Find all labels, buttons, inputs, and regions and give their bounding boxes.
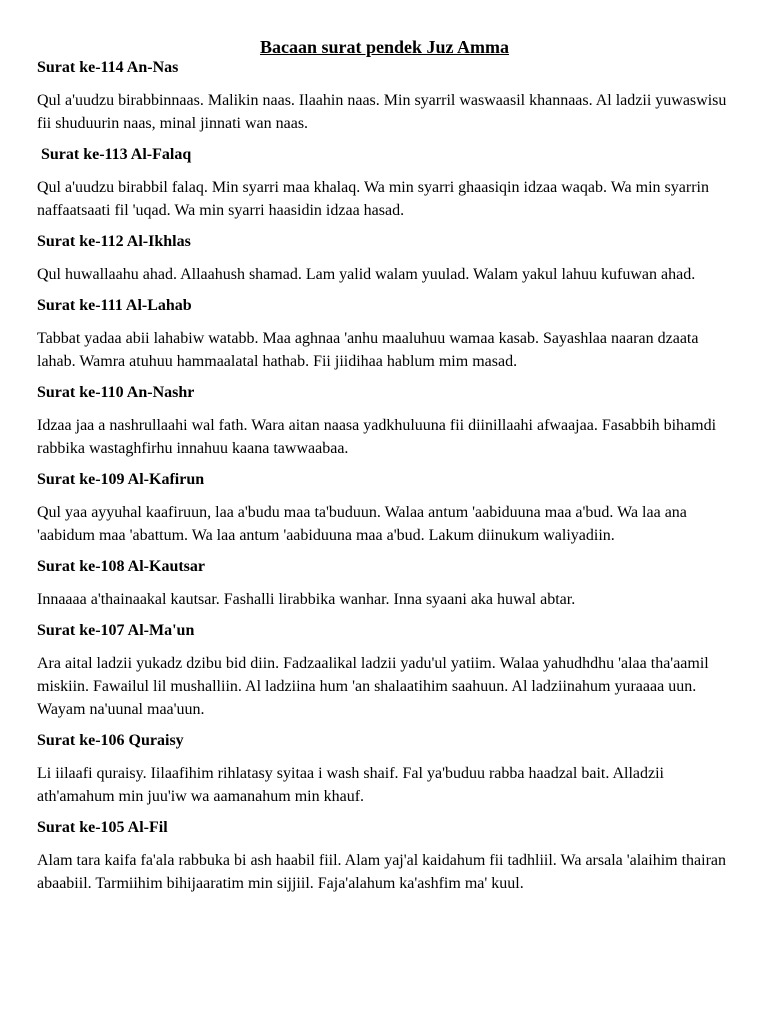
section-text: Qul huwallaahu ahad. Allaahush shamad. Lam yalid walam yuulad. Walam yakul lahuu kufuwan ahad.: [37, 266, 696, 283]
section-text: Tabbat yadaa abii lahabiw watabb. Maa aghnaa 'anhu maaluhuu wamaa kasab. Sayashlaa naaran dzaata lahab. Wamra atuhuu hammaalatal hathab. Fii jiidihaa hablum mim masad.: [37, 330, 699, 370]
section-al-kafirun: [37, 470, 732, 547]
section-heading: Surat ke-114 An-Nas: [37, 59, 179, 76]
section-text: Li iilaafi quraisy. Iilaafihim rihlatasy syitaa i wash shaif. Fal ya'buduu rabba haadzal bait. Alladzii ath'amahum min juu'iw wa aamanahum min khauf.: [37, 765, 664, 805]
section-heading: Surat ke-111 Al-Lahab: [37, 297, 192, 314]
section-text: Innaaaa a'thainaakal kautsar. Fashalli lirabbika wanhar. Inna syaani aka huwal abtar.: [37, 591, 576, 608]
section-text: Qul yaa ayyuhal kaafiruun, laa a'budu maa ta'buduun. Walaa antum 'aabiduuna maa a'bud. Wa laa ana 'aabidum maa 'abattum. Wa laa antum 'aabiduuna maa a'bud. Lakum diinukum waliyadiin.: [37, 504, 687, 544]
section-heading: Surat ke-113 Al-Falaq: [41, 146, 192, 163]
section-text: Alam tara kaifa fa'ala rabbuka bi ash haabil fiil. Alam yaj'al kaidahum fii tadhliil. Wa arsala 'alaihim thairan abaabiil. Tarmiihim bihijaaratim min sijjiil. Faja'alahum ka'ashfim ma' kuul.: [37, 852, 727, 892]
section-an-nas: [37, 58, 732, 135]
document-title: Bacaan surat pendek Juz Amma: [259, 37, 510, 57]
section-heading: Surat ke-108 Al-Kautsar: [37, 558, 205, 575]
section-al-maun: [37, 621, 732, 721]
section-heading: Surat ke-105 Al-Fil: [37, 819, 168, 836]
section-heading: Surat ke-110 An-Nashr: [37, 384, 195, 401]
section-heading: Surat ke-112 Al-Ikhlas: [37, 233, 191, 250]
section-al-lahab: [37, 296, 732, 373]
section-al-kautsar: [37, 557, 732, 611]
section-al-ikhlas: [37, 232, 732, 286]
section-al-fil: [37, 818, 732, 895]
section-text: Ara aital ladzii yukadz dzibu bid diin. Fadzaalikal ladzii yadu'ul yatiim. Walaa yahudhdhu 'alaa tha'aamil miskiin. Fawailul lil mushalliin. Al ladziina hum 'an shalaatihim saahuun. Al ladziinahum yuraaaa uun. Wayam na'uunal maa'uun.: [37, 655, 709, 718]
section-heading: Surat ke-107 Al-Ma'un: [37, 622, 195, 639]
section-al-falaq: [37, 145, 732, 222]
section-text: Qul a'uudzu birabbil falaq. Min syarri maa khalaq. Wa min syarri ghaasiqin idzaa waqab. Wa min syarrin naffaatsaati fil 'uqad. Wa min syarri haasidin idzaa hasad.: [37, 179, 709, 219]
section-text: Qul a'uudzu birabbinnaas. Malikin naas. Ilaahin naas. Min syarril waswaasil khannaas. Al ladzii yuwaswisu fii shuduurin naas, minal jinnati wan naas.: [37, 92, 727, 132]
section-quraisy: [37, 731, 732, 808]
section-heading: Surat ke-106 Quraisy: [37, 732, 184, 749]
section-heading: Surat ke-109 Al-Kafirun: [37, 471, 205, 488]
section-an-nashr: [37, 383, 732, 460]
section-text: Idzaa jaa a nashrullaahi wal fath. Wara aitan naasa yadkhuluuna fii diinillaahi afwaajaa. Fasabbih bihamdi rabbika wastaghfirhu innahuu kaana tawwaabaa.: [37, 417, 717, 457]
